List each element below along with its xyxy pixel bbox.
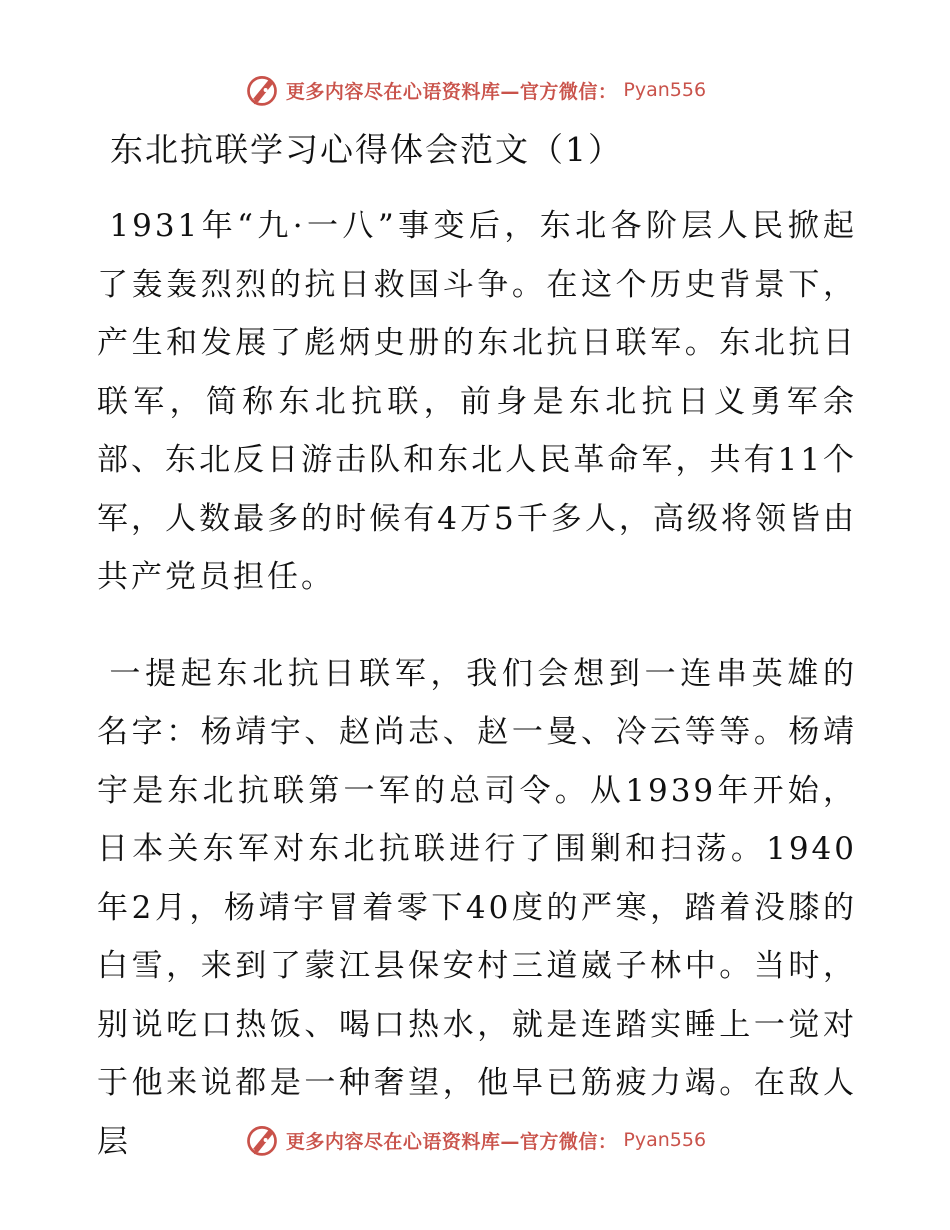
paragraph: 1931年“九·一八”事变后，东北各阶层人民掀起了轰轰烈烈的抗日救国斗争。在这个历史背景下，产生和发展了彪炳史册的东北抗日联军。东北抗日联军，简称东北抗联，前身是东北抗日义勇军余部、东北反日游击队和东北人民革命军，共有11个军，人数最多的时候有4万5千多人，高级将领皆由共产党员担任。 bbox=[97, 208, 857, 595]
paragraph: 一提起东北抗日联军，我们会想到一连串英雄的名字：杨靖宇、赵尚志、赵一曼、冷云等等。杨靖宇是东北抗联第一军的总司令。从1939年开始，日本关东军对东北抗联进行了围剿和扫荡。1940年2月，杨靖宇冒着零下40度的严寒，踏着没膝的白雪，来到了蒙江县保安村三道崴子林中。当时，别说吃口热饭、喝口热水，就是连踏实睡上一觉对于他来说都是一种奢望，他早已筋疲力竭。在敌人层 bbox=[97, 655, 857, 1160]
banner-text: 更多内容尽在心语资料库—官方微信： bbox=[285, 80, 618, 103]
banner-text: 更多内容尽在心语资料库—官方微信： bbox=[285, 1130, 618, 1153]
red-quill-seal-icon bbox=[244, 72, 280, 108]
footer-banner bbox=[0, 1120, 950, 1160]
wechat-handle: Pyan556 bbox=[623, 1129, 707, 1151]
wechat-handle: Pyan556 bbox=[623, 79, 707, 101]
document-body bbox=[97, 197, 857, 1171]
red-quill-seal-icon bbox=[244, 1122, 280, 1158]
document-title: 东北抗联学习心得体会范文（1） bbox=[110, 130, 623, 169]
header-banner bbox=[0, 70, 950, 110]
